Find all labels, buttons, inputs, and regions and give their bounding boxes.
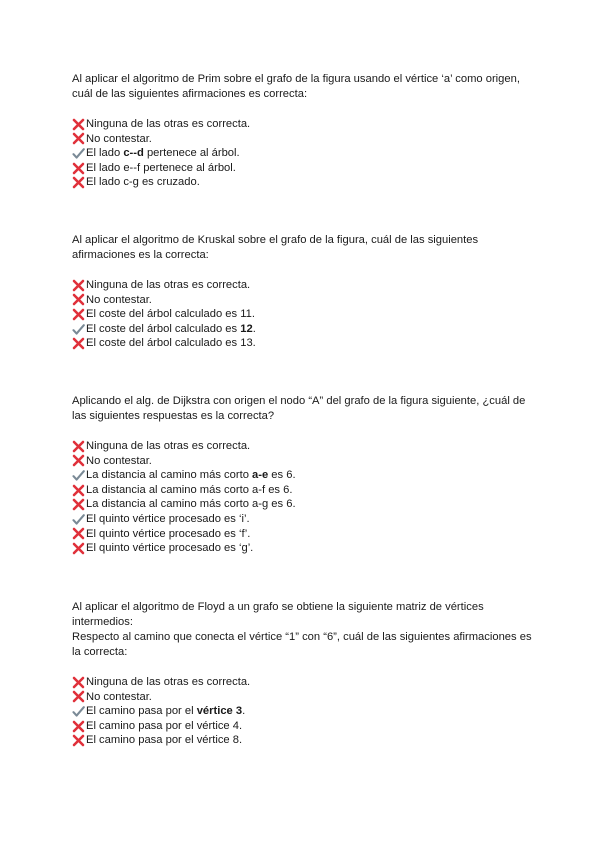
cross-icon bbox=[72, 293, 85, 306]
answer-text-main: No contestar. bbox=[86, 132, 152, 145]
answer-text bbox=[86, 336, 256, 351]
question-kruskal bbox=[72, 233, 532, 351]
answer-text bbox=[86, 161, 236, 176]
answer-text bbox=[86, 527, 250, 542]
answer-text-main: No contestar. bbox=[86, 690, 152, 703]
answer-text bbox=[86, 512, 250, 527]
answer-text bbox=[86, 439, 250, 454]
answer-options bbox=[72, 675, 532, 748]
answer-text-main: Ninguna de las otras es correcta. bbox=[86, 676, 251, 688]
question-paragraph: Al aplicar el algoritmo de Floyd a un grafo se obtiene la siguiente matriz de vértices intermedios: bbox=[72, 601, 484, 628]
answer-text-main: El quinto vértice procesado es ‘i’. bbox=[86, 512, 250, 525]
question-text bbox=[72, 233, 532, 263]
answer-text-main: No contestar. bbox=[86, 454, 152, 467]
cross-icon bbox=[72, 527, 85, 540]
question-dijkstra bbox=[72, 394, 532, 556]
cross-icon bbox=[72, 690, 85, 703]
answer-text bbox=[86, 497, 296, 512]
cross-icon bbox=[72, 542, 85, 555]
cross-icon bbox=[72, 162, 85, 175]
answer-option bbox=[72, 175, 532, 190]
cross-icon bbox=[72, 440, 85, 453]
answer-option bbox=[72, 454, 532, 469]
answer-option bbox=[72, 161, 532, 176]
answer-option bbox=[72, 527, 532, 542]
question-prim bbox=[72, 72, 532, 190]
answer-text-main: La distancia al camino más corto a-g es 6. bbox=[86, 498, 296, 511]
answer-text-emphasis: vértice 3 bbox=[196, 705, 243, 718]
answer-text-main: El camino pasa por el bbox=[86, 705, 197, 718]
answer-text bbox=[86, 293, 152, 308]
answer-option bbox=[72, 439, 532, 454]
cross-icon bbox=[72, 484, 85, 497]
answer-text-emphasis: 12 bbox=[240, 322, 253, 335]
answer-option bbox=[72, 307, 532, 322]
answer-text-tail: . bbox=[252, 322, 256, 335]
question-floyd bbox=[72, 600, 532, 748]
answer-option bbox=[72, 541, 532, 556]
answer-option bbox=[72, 278, 532, 293]
answer-text-emphasis: c--d bbox=[123, 147, 144, 160]
answer-text-main: El camino pasa por el vértice 8. bbox=[86, 734, 243, 747]
answer-text-main: El lado bbox=[86, 147, 124, 160]
question-paragraph: Al aplicar el algoritmo de Prim sobre el grafo de la figura usando el vértice ‘a’ como origen, cuál de las siguientes afirmaciones es correcta: bbox=[72, 73, 520, 100]
answer-text bbox=[86, 690, 152, 705]
answer-text-main: La distancia al camino más corto bbox=[86, 469, 253, 482]
cross-icon bbox=[72, 337, 85, 350]
answer-text-tail: es 6. bbox=[268, 469, 296, 482]
answer-text-main: Ninguna de las otras es correcta. bbox=[86, 118, 251, 130]
cross-icon bbox=[72, 720, 85, 733]
answer-options bbox=[72, 439, 532, 556]
question-text bbox=[72, 72, 532, 102]
answer-option bbox=[72, 322, 532, 337]
answer-text bbox=[86, 146, 240, 161]
answer-text-main: El lado c-g es cruzado. bbox=[86, 176, 200, 189]
answer-text bbox=[86, 117, 250, 132]
answer-text bbox=[86, 675, 250, 690]
question-paragraph: Respecto al camino que conecta el vértice “1” con “6”, cuál de las siguientes afirmaciones es la correcta: bbox=[72, 631, 532, 658]
cross-icon bbox=[72, 454, 85, 467]
answer-option bbox=[72, 293, 532, 308]
answer-text bbox=[86, 175, 200, 190]
answer-text bbox=[86, 278, 250, 293]
answer-option bbox=[72, 132, 532, 147]
answer-option bbox=[72, 733, 532, 748]
answer-option bbox=[72, 336, 532, 351]
answer-options bbox=[72, 278, 532, 351]
question-paragraph: Al aplicar el algoritmo de Kruskal sobre el grafo de la figura, cuál de las siguientes afirmaciones es la correcta: bbox=[72, 234, 479, 261]
answer-text bbox=[86, 704, 245, 719]
answer-text bbox=[86, 483, 292, 498]
check-icon bbox=[72, 323, 85, 336]
question-paragraph: Aplicando el alg. de Dijkstra con origen el nodo “A” del grafo de la figura siguiente, ¿cuál de las siguientes respuestas es la correcta? bbox=[72, 395, 526, 422]
cross-icon bbox=[72, 734, 85, 747]
cross-icon bbox=[72, 498, 85, 511]
answer-text bbox=[86, 719, 242, 734]
answer-text bbox=[86, 468, 296, 483]
answer-option bbox=[72, 497, 532, 512]
answer-text-main: El coste del árbol calculado es bbox=[86, 322, 241, 335]
answer-text-main: Ninguna de las otras es correcta. bbox=[86, 440, 251, 452]
answer-text-main: El lado e--f pertenece al árbol. bbox=[86, 161, 236, 174]
answer-text-main: El quinto vértice procesado es ‘f’. bbox=[86, 527, 251, 540]
check-icon bbox=[72, 705, 85, 718]
question-text bbox=[72, 394, 532, 424]
cross-icon bbox=[72, 176, 85, 189]
answer-option bbox=[72, 512, 532, 527]
answer-option bbox=[72, 675, 532, 690]
check-icon bbox=[72, 513, 85, 526]
answer-text-emphasis: a-e bbox=[252, 469, 269, 482]
answer-text-main: La distancia al camino más corto a-f es 6. bbox=[86, 483, 293, 496]
check-icon bbox=[72, 147, 85, 160]
answer-text-main: El quinto vértice procesado es ‘g’. bbox=[86, 542, 254, 555]
answer-text bbox=[86, 307, 255, 322]
answer-text-main: El coste del árbol calculado es 11. bbox=[86, 308, 255, 321]
cross-icon bbox=[72, 279, 85, 292]
answer-option bbox=[72, 483, 532, 498]
answer-text-main: Ninguna de las otras es correcta. bbox=[86, 279, 251, 291]
answer-option bbox=[72, 468, 532, 483]
cross-icon bbox=[72, 676, 85, 689]
answer-option bbox=[72, 719, 532, 734]
answer-text-tail: . bbox=[242, 705, 246, 718]
answer-text-tail: pertenece al árbol. bbox=[143, 147, 240, 160]
answer-text bbox=[86, 322, 256, 337]
cross-icon bbox=[72, 118, 85, 131]
answer-option bbox=[72, 704, 532, 719]
answer-text-main: No contestar. bbox=[86, 293, 152, 306]
answer-text bbox=[86, 541, 253, 556]
question-text bbox=[72, 600, 532, 660]
answer-option bbox=[72, 117, 532, 132]
cross-icon bbox=[72, 132, 85, 145]
answer-text-main: El camino pasa por el vértice 4. bbox=[86, 719, 243, 732]
answer-text-main: El coste del árbol calculado es 13. bbox=[86, 337, 256, 350]
answer-options bbox=[72, 117, 532, 190]
answer-option bbox=[72, 690, 532, 705]
check-icon bbox=[72, 469, 85, 482]
answer-option bbox=[72, 146, 532, 161]
cross-icon bbox=[72, 308, 85, 321]
answer-text bbox=[86, 132, 152, 147]
answer-text bbox=[86, 733, 242, 748]
answer-text bbox=[86, 454, 152, 469]
